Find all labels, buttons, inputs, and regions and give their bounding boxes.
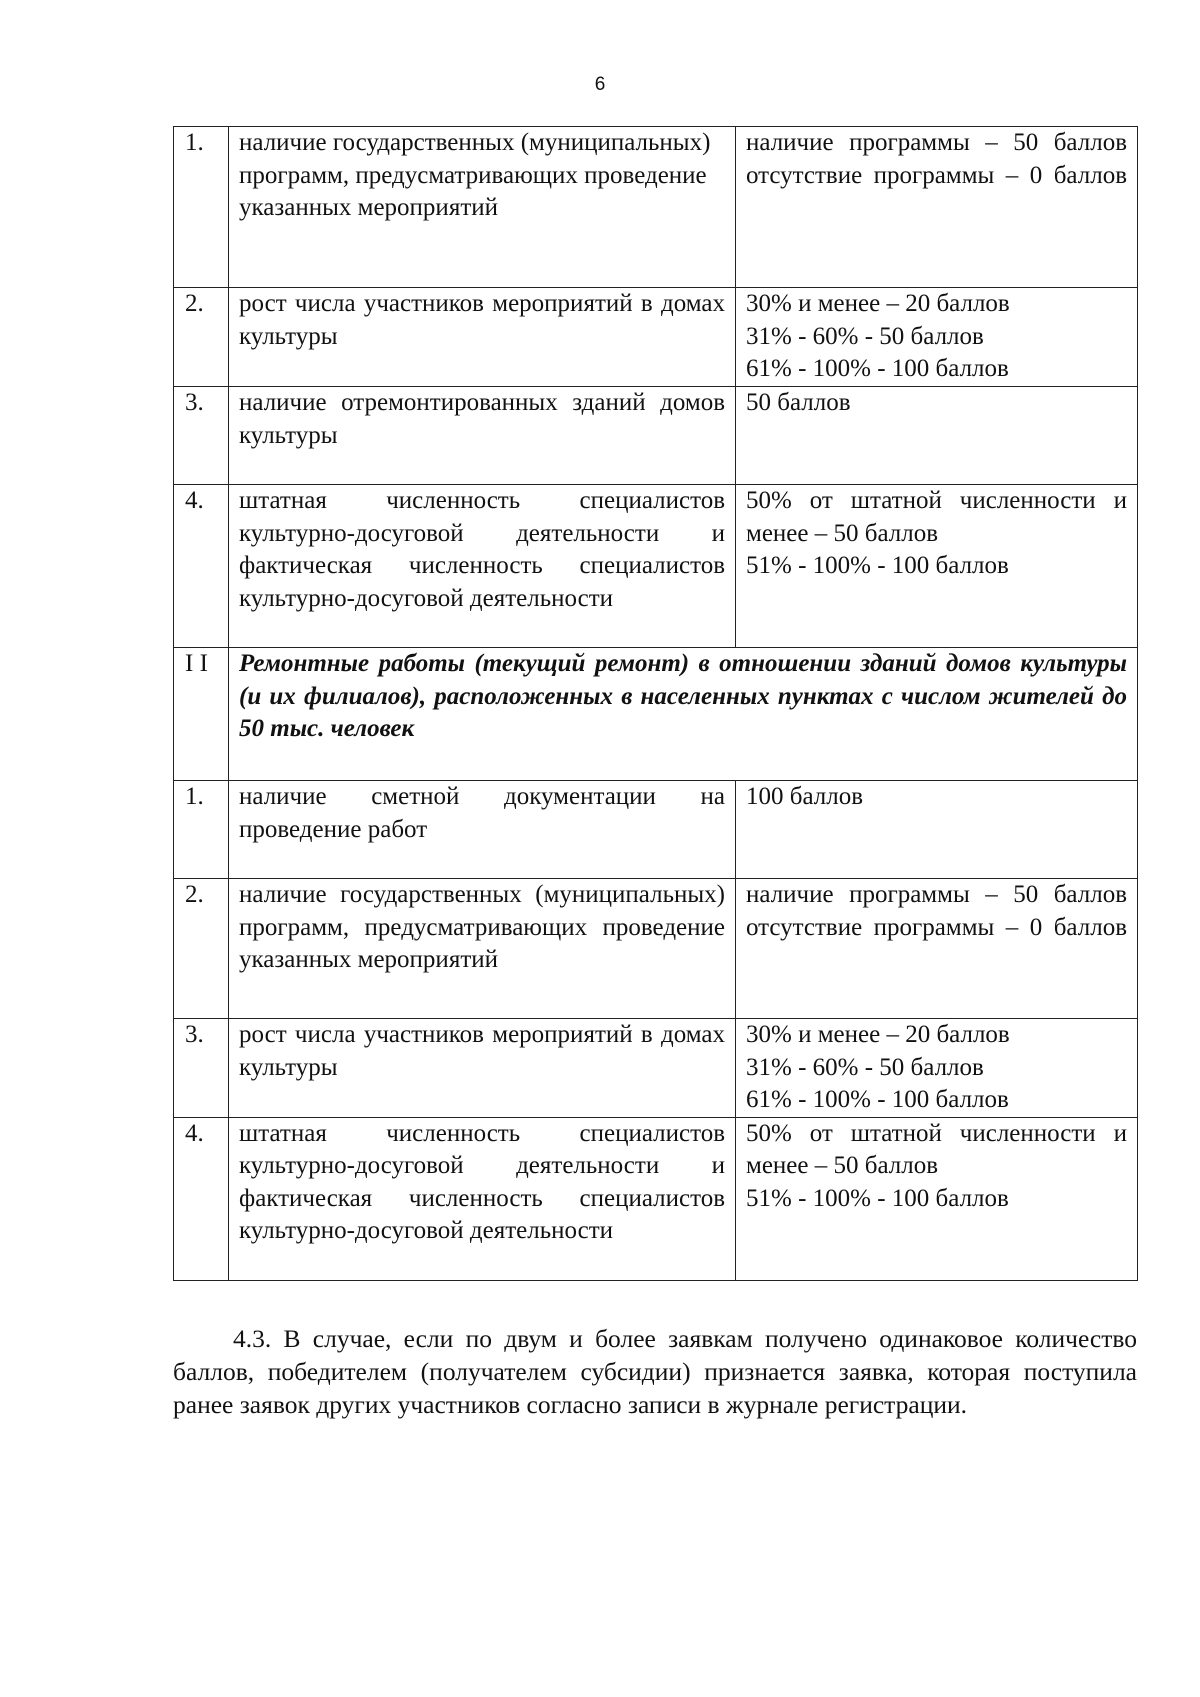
- score-cell: [736, 387, 1138, 485]
- score-line: отсутствие программы – 0 баллов: [746, 913, 1127, 941]
- row-number: 4.: [174, 485, 229, 648]
- score-line: 50% от штатной численности и менее – 50 баллов: [746, 1119, 1127, 1179]
- score-line: отсутствие программы – 0 баллов: [746, 161, 1127, 189]
- score-line: 31% - 60% - 50 баллов: [746, 322, 984, 350]
- row-number: 2.: [174, 288, 229, 387]
- criterion-cell: рост числа участников мероприятий в домах культуры: [229, 1019, 736, 1118]
- score-line: наличие программы – 50 баллов: [746, 129, 1127, 156]
- score-line: 50% от штатной численности и менее – 50 баллов: [746, 487, 1127, 547]
- table-row: [174, 879, 1138, 1019]
- section-header-row: [174, 648, 1138, 781]
- section-number: I I: [174, 648, 229, 781]
- score-line: 100 баллов: [746, 783, 864, 810]
- score-cell: [736, 485, 1138, 648]
- criterion-cell: штатная численность специалистов культурно-досуговой деятельности и фактическая численность специалистов культурно-досуговой деятельности: [229, 485, 736, 648]
- score-cell: [736, 288, 1138, 387]
- score-line: 50 баллов: [746, 389, 851, 416]
- table-row: [174, 781, 1138, 879]
- score-cell: [736, 879, 1138, 1019]
- table-row: [174, 387, 1138, 485]
- table-row: [174, 1019, 1138, 1118]
- score-line: 31% - 60% - 50 баллов: [746, 1053, 984, 1081]
- row-number: 3.: [174, 387, 229, 485]
- score-cell: [736, 1019, 1138, 1118]
- table-row: [174, 127, 1138, 288]
- row-number: 1.: [174, 127, 229, 288]
- criteria-table: [173, 126, 1138, 1281]
- criterion-cell: наличие государственных (муниципальных) программ, предусматривающих проведение указанных мероприятий: [229, 127, 736, 288]
- paragraph-4-3: 4.3. В случае, если по двум и более заявкам получено одинаковое количество баллов, победителем (получателем субсидии) признается заявка, которая поступила ранее заявок других участников согласно записи в журнале регистрации.: [173, 1324, 1137, 1419]
- table-row: [174, 485, 1138, 648]
- criterion-cell: наличие отремонтированных зданий домов культуры: [229, 387, 736, 485]
- score-cell: [736, 1117, 1138, 1280]
- table-row: [174, 1117, 1138, 1280]
- score-line: наличие программы – 50 баллов: [746, 881, 1127, 908]
- criterion-cell: наличие государственных (муниципальных) программ, предусматривающих проведение указанных мероприятий: [229, 879, 736, 1019]
- score-line: 51% - 100% - 100 баллов: [746, 552, 1009, 579]
- score-line: 51% - 100% - 100 баллов: [746, 1184, 1009, 1212]
- page-number: 6: [594, 74, 606, 95]
- row-number: 4.: [174, 1117, 229, 1280]
- row-number: 3.: [174, 1019, 229, 1118]
- criterion-cell: рост числа участников мероприятий в домах культуры: [229, 288, 736, 387]
- table-row: [174, 288, 1138, 387]
- criterion-cell: наличие сметной документации на проведение работ: [229, 781, 736, 879]
- score-line: 30% и менее – 20 баллов: [746, 1021, 1010, 1048]
- criterion-cell: штатная численность специалистов культурно-досуговой деятельности и фактическая численность специалистов культурно-досуговой деятельности: [229, 1117, 736, 1280]
- score-line: 61% - 100% - 100 баллов: [746, 1086, 1009, 1113]
- score-cell: [736, 781, 1138, 879]
- section-title: Ремонтные работы (текущий ремонт) в отношении зданий домов культуры (и их филиалов), расположенных в населенных пунктах с числом жителей до 50 тыс. человек: [229, 648, 1138, 781]
- score-line: 30% и менее – 20 баллов: [746, 290, 1010, 317]
- score-cell: [736, 127, 1138, 288]
- score-line: 61% - 100% - 100 баллов: [746, 355, 1009, 382]
- row-number: 2.: [174, 879, 229, 1019]
- row-number: 1.: [174, 781, 229, 879]
